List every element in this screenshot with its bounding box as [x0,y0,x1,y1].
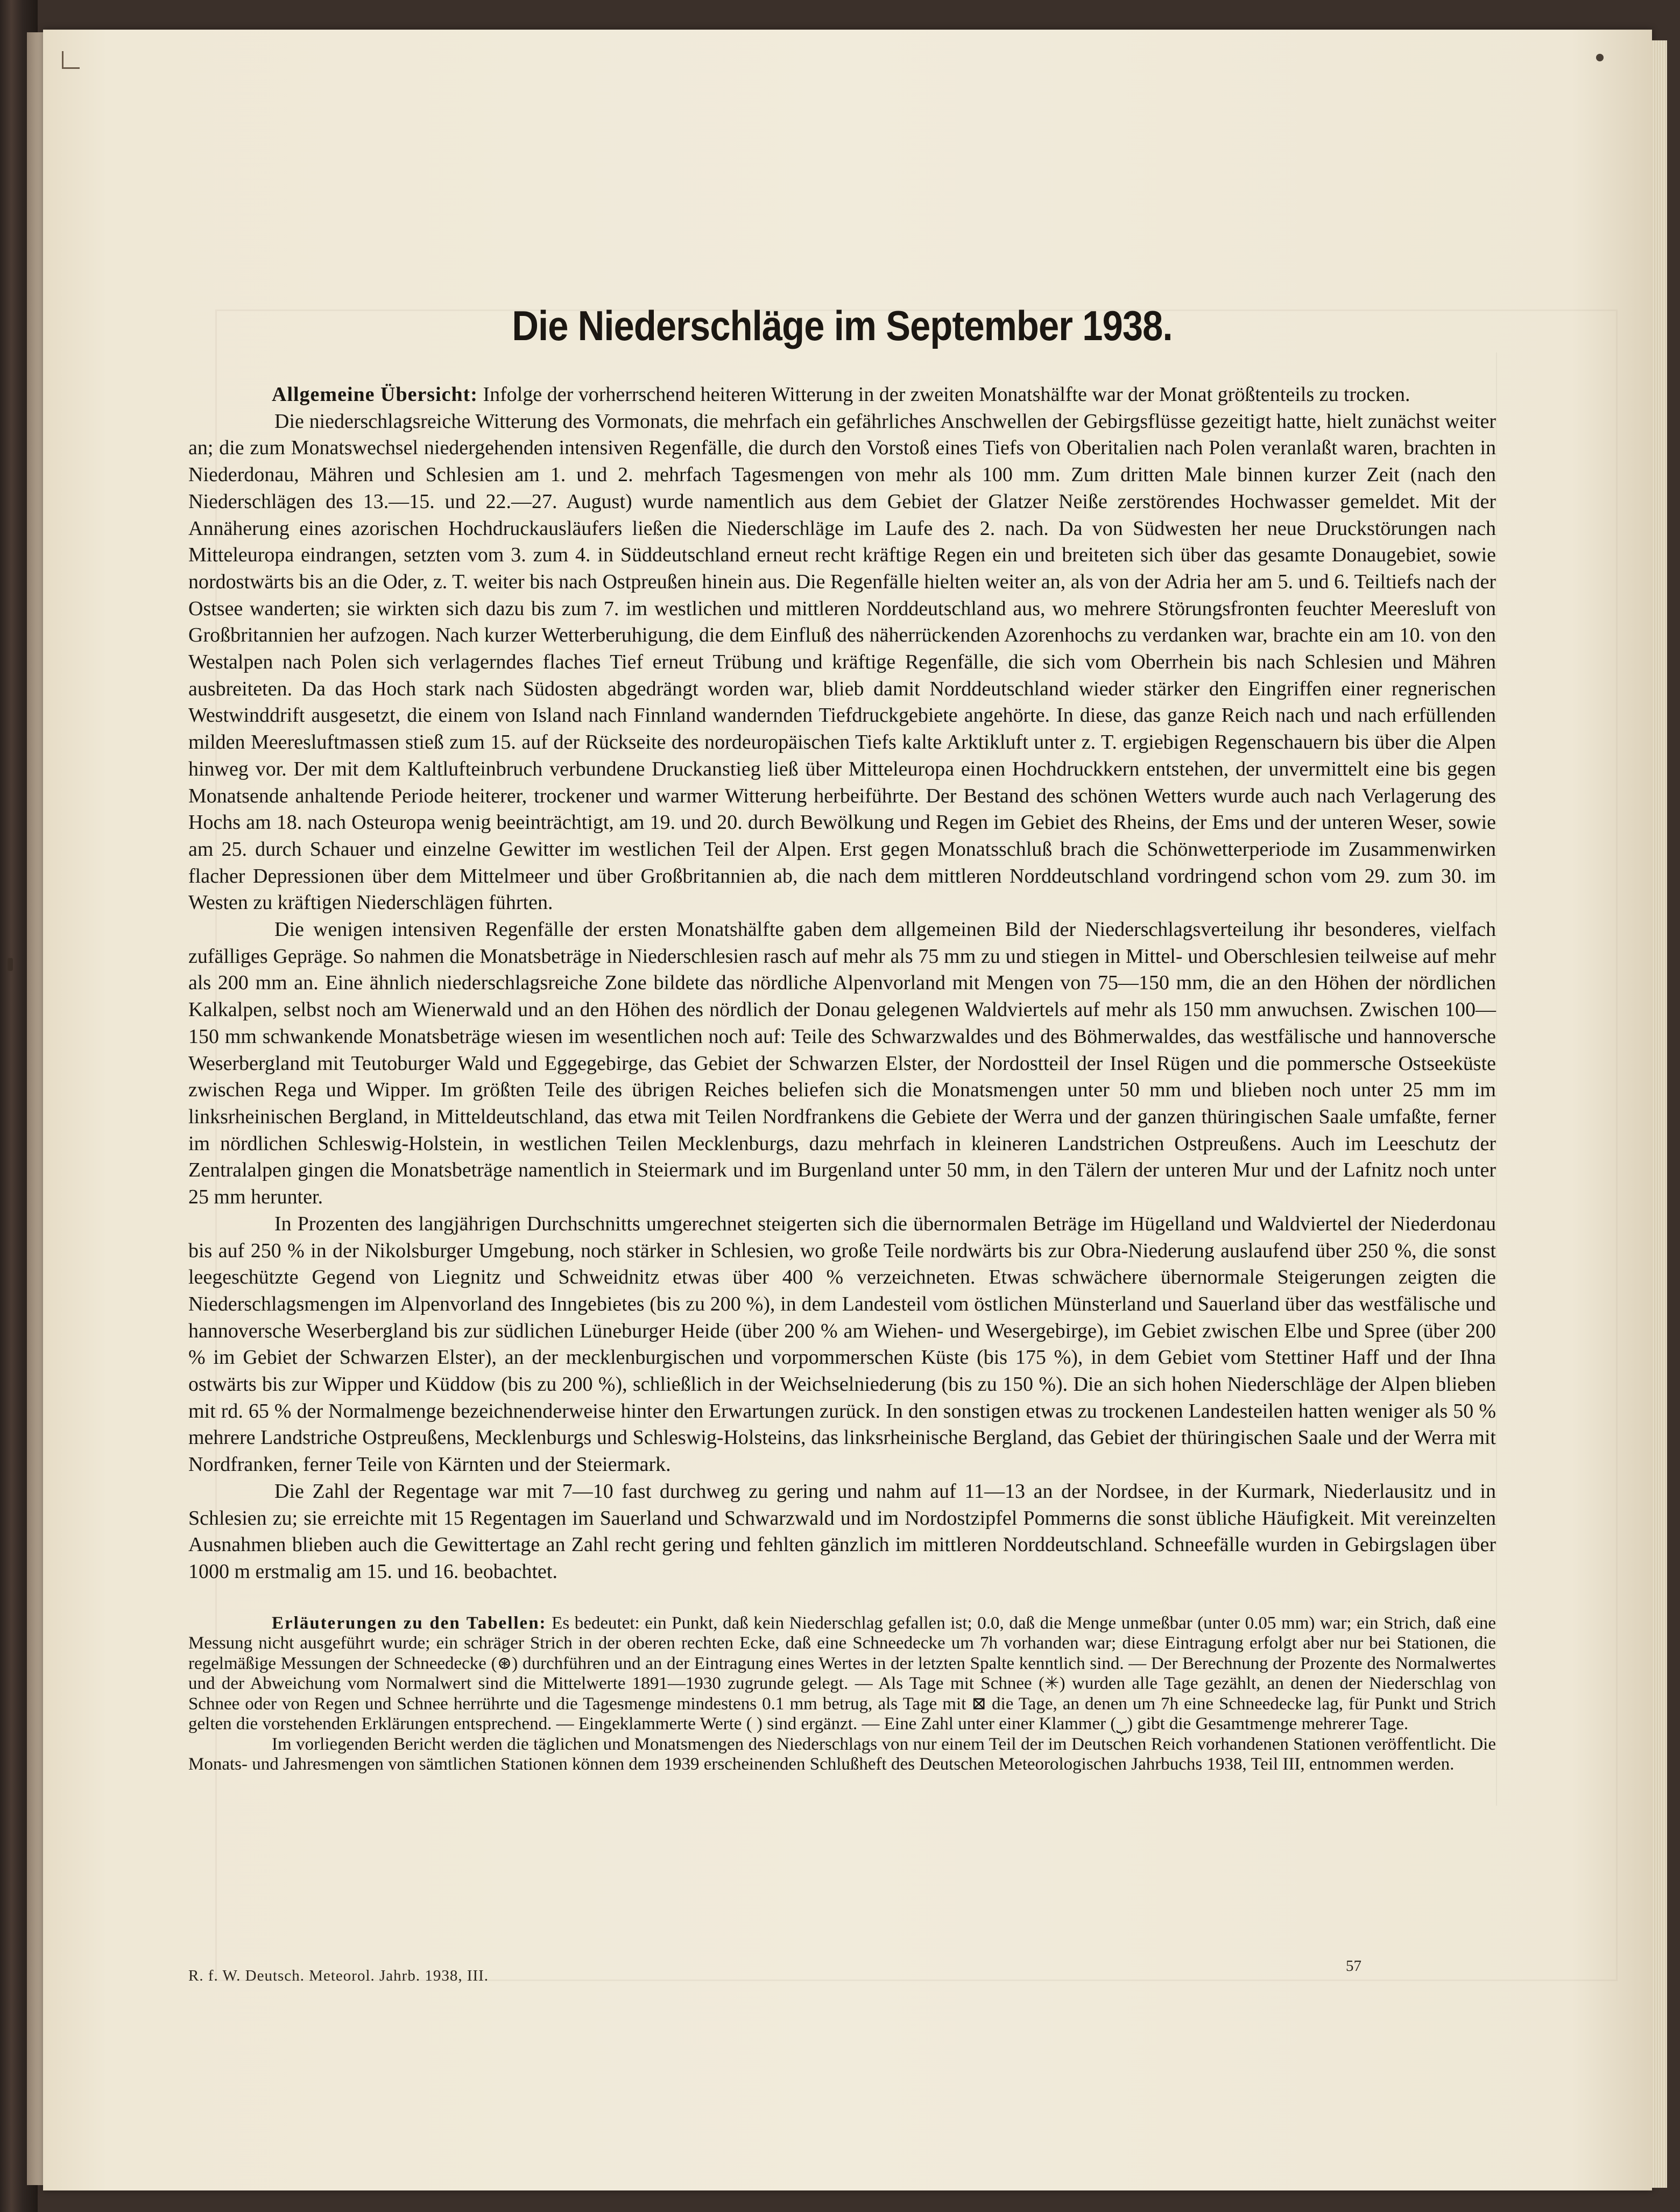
overview-label: Allgemeine Übersicht: [272,383,478,406]
corner-dot [1596,54,1604,61]
paragraph: Die wenigen intensiven Regenfälle der ersten Monatshälfte gaben dem allgemeinen Bild der Niederschlagsverteilung ihr besonderes, vielfach zufälliges Gepräge. So nahmen die Monatsbeträge in Niederschlesien rasch auf mehr als 75 mm zu und stiegen in Mittel- und Oberschlesien teilweise auf mehr als 200 mm an. Eine ähnlich niederschlagsreiche Zone bildete das nördliche Alpenvorland mit Mengen von 75—150 mm, die an den Höhen der nördlichen Kalkalpen, selbst noch am Wienerwald und an den Höhen des nördlich der Donau gelegenen Waldviertels auf mehr als 150 mm anwuchsen. Zwischen 100—150 mm schwankende Monatsbeträge wiesen im wesentlichen noch auf: Teile des Schwarzwaldes und des Böhmerwaldes, das westfälische und hannoversche Weserbergland mit Teutoburger Wald und Eggegebirge, das Gebiet der Schwarzen Elster, der Nordostteil der Insel Rügen und die pommersche Ostseeküste zwischen Rega und Wipper. Im größten Teile des übrigen Reiches beliefen sich die Monatsmengen unter 50 mm und blieben noch unter 25 mm im linksrheinischen Bergland, in Mitteldeutschland, das etwa mit Teilen Nordfrankens die Gebiete der Werra und der ganzen thüringischen Saale umfaßte, ferner im nördlichen Schleswig-Holstein, in westlichen Teilen Mecklenburgs, dazu mehrfach in kleineren Landstrichen Ostpreußens. Auch im Leeschutz der Zentralalpen gingen die Monatsbeträge namentlich in Steiermark und im Burgenland unter 50 mm, in den Tälern der unteren Mur und der Lafnitz noch unter 25 mm herunter. [188,918,1496,1209]
corner-mark [62,51,80,69]
overview-text: Infolge der vorherrschend heiteren Witterung in der zweiten Monatshälfte war der Monat größtenteils zu trocken. [483,383,1410,406]
bleed-through-rule [1496,353,1572,1806]
page-stack-edge [1652,40,1667,2188]
notes-paragraph [188,1614,1496,1735]
page-title: Die Niederschläge im September 1938. [512,302,1173,349]
notes-label: Erläuterungen zu den Tabellen: [272,1613,547,1633]
main-content [188,301,1496,1775]
notes-text: Es bedeutet: ein Punkt, daß kein Niederschlag gefallen ist; 0.0, daß die Menge unmeßbar (unter 0.05 mm) war; ein Strich, daß eine Messung nicht ausgeführt wurde; ein schräger Strich in der oberen rechten Ecke, daß eine Schneedecke um 7h vorhanden war; diese Eintragung erfolgt aber nur bei Stationen, die regelmäßige Messungen der Schneedecke (⊛) durchführen und an der Eintragung eines Wertes in der letzten Spalte kenntlich sind. — Der Berechnung der Prozente des Normalwertes und der Abweichung vom Normalwert sind die Mittelwerte 1891—1930 zugrunde gelegt. — Als Tage mit Schnee (✳) wurden alle Tage gezählt, an denen der Niederschlag von Schnee oder von Regen und Schnee herrührte und die Tagesmenge mindestens 0.1 mm betrug, als Tage mit ⊠ die Tage, an denen um 7h eine Schneedecke lag, für Punkt und Strich gelten die vorstehenden Erklärungen entsprechend. — Eingeklammerte Werte ( ) sind ergänzt. — Eine Zahl unter einer Klammer (⏟) gibt die Gesamtmenge mehrerer Tage. [188,1613,1497,1734]
table-notes [188,1614,1496,1775]
overview-paragraph [188,382,1496,408]
page-number: 57 [1346,1957,1361,1975]
paragraph: In Prozenten des langjährigen Durchschnitts umgerechnet steigerten sich die übernormalen Beträge im Hügelland und Waldviertel der Niederdonau bis auf 250 % in der Nikolsburger Umgebung, noch stärker in Schlesien, wo große Teile nordwärts bis zur Obra-Niederung auslaufend über 250 %, die sonst leegeschützte Gegend von Liegnitz und Schweidnitz etwas über 400 % verzeichneten. Etwas schwächere übernormale Steigerungen zeigten die Niederschlagsmengen im Alpenvorland des Inngebietes (bis zu 200 %), in dem Landesteil vom östlichen Münsterland und Sauerland über das westfälische und hannoversche Weserbergland bis zur südlichen Lüneburger Heide (über 200 % am Wiehen- und Wesergebirge), im Gebiet zwischen Elbe und Spree (über 200 % im Gebiet der Schwarzen Elster), an der mecklenburgischen und vorpommerschen Küste (bis 175 %), in dem Gebiet vom Stettiner Haff und der Ihna ostwärts bis zur Wipper und Küddow (bis zu 200 %), schließlich in der Weichselniederung (bis zu 150 %). Die an sich hohen Niederschläge der Alpen blieben mit rd. 65 % der Normalmenge bezeichnenderweise hinter den Erwartungen zurück. In den sonstigen etwas zu trockenen Landesteilen hatten weniger als 50 % mehrere Landstriche Ostpreußens, Mecklenburgs und Schleswig-Holsteins, das linksrheinische Bergland, das Gebiet der thüringischen Saale und der Werra mit Nordfranken, ferner Teile von Kärnten und der Steiermark. [188,1212,1496,1476]
body-text [188,382,1496,1586]
paragraph: Die niederschlagsreiche Witterung des Vormonats, die mehrfach ein gefährliches Anschwellen der Gebirgsflüsse gezeitigt hatte, hielt zunächst weiter an; die zum Monatswechsel niedergehenden intensiven Regenfälle, die durch den Vorstoß eines Tiefs von Oberitalien nach Polen veranlaßt waren, brachten in Niederdonau, Mähren und Schlesien am 1. und 2. mehrfach Tagesmengen von mehr als 100 mm. Zum dritten Male binnen kurzer Zeit (nach den Niederschlägen des 13.—15. und 22.—27. August) wurde namentlich aus dem Gebiet der Glatzer Neiße zerstörendes Hochwasser gemeldet. Mit der Annäherung eines azorischen Hochdruckausläufers ließen die Niederschläge im Laufe des 2. nach. Da von Südwesten her neue Druckstörungen nach Mitteleuropa eindrangen, setzten vom 3. zum 4. in Süddeutschland erneut recht kräftige Regen ein und breiteten sich über das gesamte Donaugebiet, sowie nordostwärts bis an die Oder, z. T. weiter bis nach Ostpreußen hinein aus. Die Regenfälle hielten weiter an, als von der Adria her am 5. und 6. Teiltiefs nach der Ostsee wanderten; sie wirkten sich dazu bis zum 7. im westlichen und mittleren Norddeutschland aus, wo mehrere Störungsfronten feuchter Meeresluft von Großbritannien her aufzogen. Nach kurzer Wetterberuhigung, die dem Einfluß des näherrückenden Azorenhochs zu verdanken war, brachte ein am 10. von den Westalpen nach Polen sich verlagerndes flaches Tief erneut Trübung und kräftige Regenfälle, die sich vom Oberrhein bis nach Schlesien und Mähren ausbreiteten. Da das Hoch stark nach Südosten abgedrängt worden war, blieb damit Norddeutschland wieder stärker den Eingriffen einer regnerischen Westwinddrift ausgesetzt, die einem von Island nach Finnland wandernden Tiefdruckgebiete angehörte. In diese, das ganze Reich nach und nach erfüllenden milden Meeresluftmassen stieß zum 15. auf der Rückseite des nordeuropäischen Tiefs kalte Arktikluft unter z. T. ergiebigen Regenschauern bis über die Alpen hinweg vor. Der mit dem Kaltlufteinbruch verbundene Druckanstieg ließ über Mitteleuropa einen Hochdruckkern entstehen, der unvermittelt eine bis gegen Monatsende anhaltende Periode heiterer, trockener und warmer Witterung herbeiführte. Der Bestand des schönen Wetters wurde auch nach Verlagerung des Hochs am 18. nach Osteuropa wenig beeinträchtigt, am 19. und 20. durch Bewölkung und Regen im Gebiet des Rheins, der Ems und der unteren Weser, sowie am 25. durch Schauer und einzelne Gewitter im westlichen Teil der Alpen. Erst gegen Monatsschluß brach die Schönwetterperiode im Zusammenwirken flacher Depressionen über dem Mittelmeer und über Großbritannien ab, die nach dem mittleren Norddeutschland vordringend schon vom 29. zum 30. im Westen zu kräftigen Niederschlägen führten. [188,410,1496,914]
paragraph: Die Zahl der Regentage war mit 7—10 fast durchweg zu gering und nahm auf 11—13 an der Nordsee, in der Kurmark, Niederlausitz und in Schlesien zu; sie erreichte mit 15 Regentagen im Sauerland und Schwarzwald und im Nordostzipfel Pommerns die sonst übliche Häufigkeit. Mit vereinzelten Ausnahmen blieben auch die Gewittertage an Zahl recht gering und fehlten gänzlich im mittleren Norddeutschland. Schneefälle wurden in Gebirgslagen über 1000 m erstmalig am 15. und 16. beobachtet. [188,1480,1496,1583]
footer-citation: R. f. W. Deutsch. Meteorol. Jahrb. 1938, III. [188,1967,489,1984]
margin-mark [8,958,13,971]
notes-paragraph: Im vorliegenden Bericht werden die täglichen und Monatsmengen des Niederschlags von nur einem Teil der im Deutschen Reich vorhandenen Stationen veröffentlicht. Die Monats- und Jahresmengen von sämtlichen Stationen können dem 1939 erscheinenden Schlußheft des Deutschen Meteorologischen Jahrbuchs 1938, Teil III, entnommen werden. [188,1734,1496,1774]
